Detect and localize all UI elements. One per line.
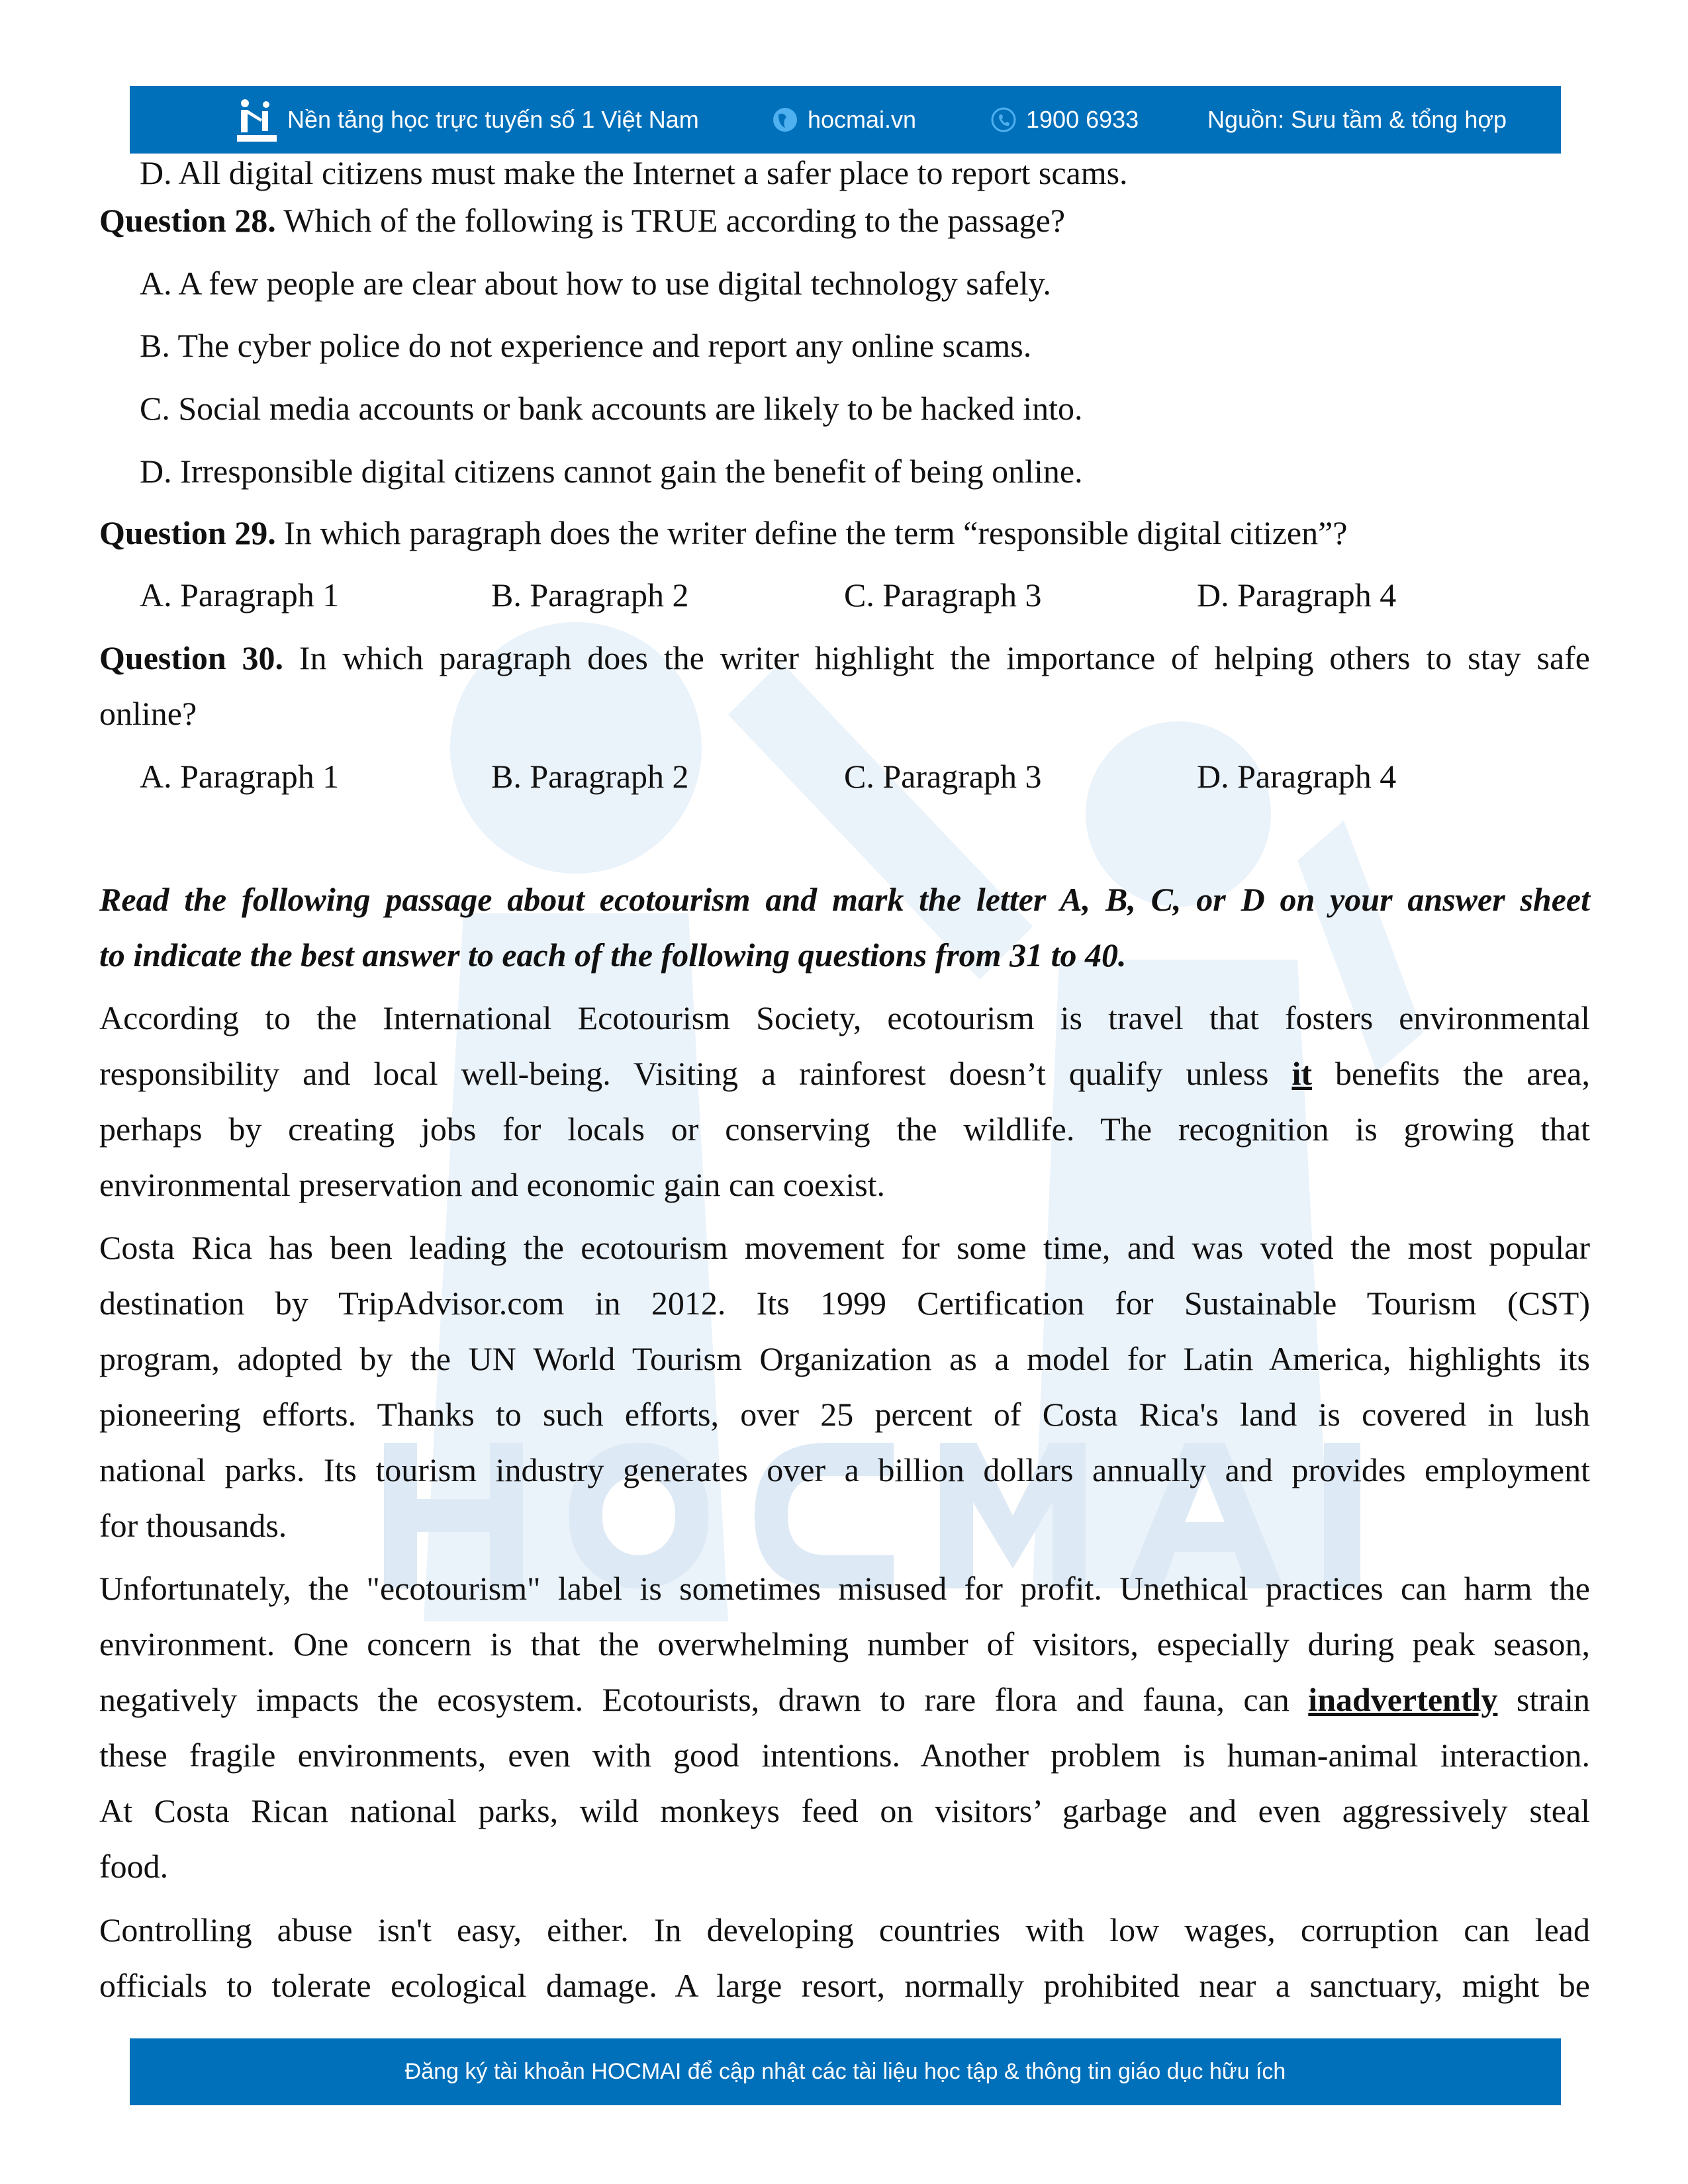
- globe-icon: [772, 107, 798, 133]
- footer-bar: [130, 2038, 1561, 2105]
- question-29: [99, 505, 1590, 561]
- passage-paragraph-4: Controlling abuse isn't easy, either. In developing countries with low wages, corruption can lead officials to tolerate ecological damage. A large resort, normally prohibited near a sanctuary, might be: [99, 1911, 1590, 2004]
- header-phone[interactable]: [990, 106, 1139, 134]
- tagline-text: Nền tảng học trực tuyến số 1 Việt Nam: [287, 106, 699, 133]
- header-source: [1207, 106, 1507, 134]
- q30-option-a[interactable]: A. Paragraph 1: [140, 758, 340, 795]
- passage-paragraph-1: According to the International Ecotourism Society, ecotourism is travel that fosters environmental responsibility and local well-being. Visiting a rainforest doesn’t qualify unless it benefits the area, perhaps by creating jobs for locals or conserving the wildlife. The recognition is growing that environmental preservation and economic gain can coexist.: [99, 999, 1590, 1203]
- header-website[interactable]: [772, 106, 916, 134]
- question-text: In which paragraph does the writer highlight the importance of helping others to stay safe: [283, 639, 1591, 676]
- q28-option-c[interactable]: C. Social media accounts or bank accounts are likely to be hacked into.: [140, 390, 1083, 427]
- q29-option-c[interactable]: C. Paragraph 3: [844, 576, 1042, 614]
- q29-option-d[interactable]: D. Paragraph 4: [1197, 576, 1397, 614]
- question-label: Question 30.: [99, 639, 284, 676]
- q28-option-a[interactable]: A. A few people are clear about how to use digital technology safely.: [140, 265, 1051, 302]
- reading-instruction: Read the following passage about ecotourism and mark the letter A, B, C, or D on your answer sheet to indicate the best answer to each of the following questions from 31 to 40.: [99, 881, 1590, 974]
- q27-option-d: D. All digital citizens must make the Internet a safer place to report scams.: [140, 154, 1128, 191]
- question-28: [99, 193, 1590, 248]
- underlined-word-inadvertently: inadvertently: [1308, 1681, 1498, 1718]
- passage-paragraph-2: Costa Rica has been leading the ecotourism movement for some time, and was voted the most popular destination by TripAdvisor.com in 2012. Its 1999 Certification for Sustainable Tourism (CST) program, adopted by the UN World Tourism Organization as a model for Latin America, highlights its pioneering efforts. Thanks to such efforts, over 25 percent of Costa Rica's land is covered in lush national parks. Its tourism industry generates over a billion dollars annually and provides employment for thousands.: [99, 1229, 1590, 1544]
- q30-option-b[interactable]: B. Paragraph 2: [491, 758, 689, 795]
- footer-text[interactable]: Đăng ký tài khoản HOCMAI để cập nhật các tài liệu học tập & thông tin giáo dục hữu ích: [404, 2059, 1286, 2084]
- question-text-cont: online?: [99, 695, 197, 732]
- q30-option-d[interactable]: D. Paragraph 4: [1197, 758, 1397, 795]
- q28-option-b[interactable]: B. The cyber police do not experience and report any online scams.: [140, 327, 1032, 364]
- q29-option-a[interactable]: A. Paragraph 1: [140, 576, 340, 614]
- underlined-word-it: it: [1291, 1055, 1313, 1092]
- website-link[interactable]: hocmai.vn: [808, 106, 917, 133]
- phone-icon: [990, 107, 1017, 133]
- source-text: Nguồn: Sưu tầm & tổng hợp: [1207, 106, 1507, 133]
- phone-number[interactable]: 1900 6933: [1026, 106, 1139, 133]
- question-label: Question 29.: [99, 514, 276, 551]
- question-30: [99, 630, 1590, 741]
- question-label: Question 28.: [99, 202, 276, 239]
- header-bar: [130, 86, 1561, 154]
- passage-paragraph-3: Unfortunately, the "ecotourism" label is sometimes misused for profit. Unethical practices can harm the environment. One concern is that the overwhelming number of visitors, especially during peak season, negatively impacts the ecosystem. Ecotourists, drawn to rare flora and fauna, can inadvertently strain these fragile environments, even with good intentions. Another problem is human-animal interaction. At Costa Rican national parks, wild monkeys feed on visitors’ garbage and even aggressively steal food.: [99, 1570, 1590, 1885]
- question-text: In which paragraph does the writer define the term “responsible digital citizen”?: [275, 514, 1348, 551]
- q28-option-d[interactable]: D. Irresponsible digital citizens cannot gain the benefit of being online.: [140, 453, 1083, 490]
- header-tagline: [236, 97, 699, 143]
- hocmai-logo-icon: [236, 97, 278, 143]
- q29-option-b[interactable]: B. Paragraph 2: [491, 576, 689, 614]
- question-text: Which of the following is TRUE according to the passage?: [275, 202, 1066, 239]
- q30-option-c[interactable]: C. Paragraph 3: [844, 758, 1042, 795]
